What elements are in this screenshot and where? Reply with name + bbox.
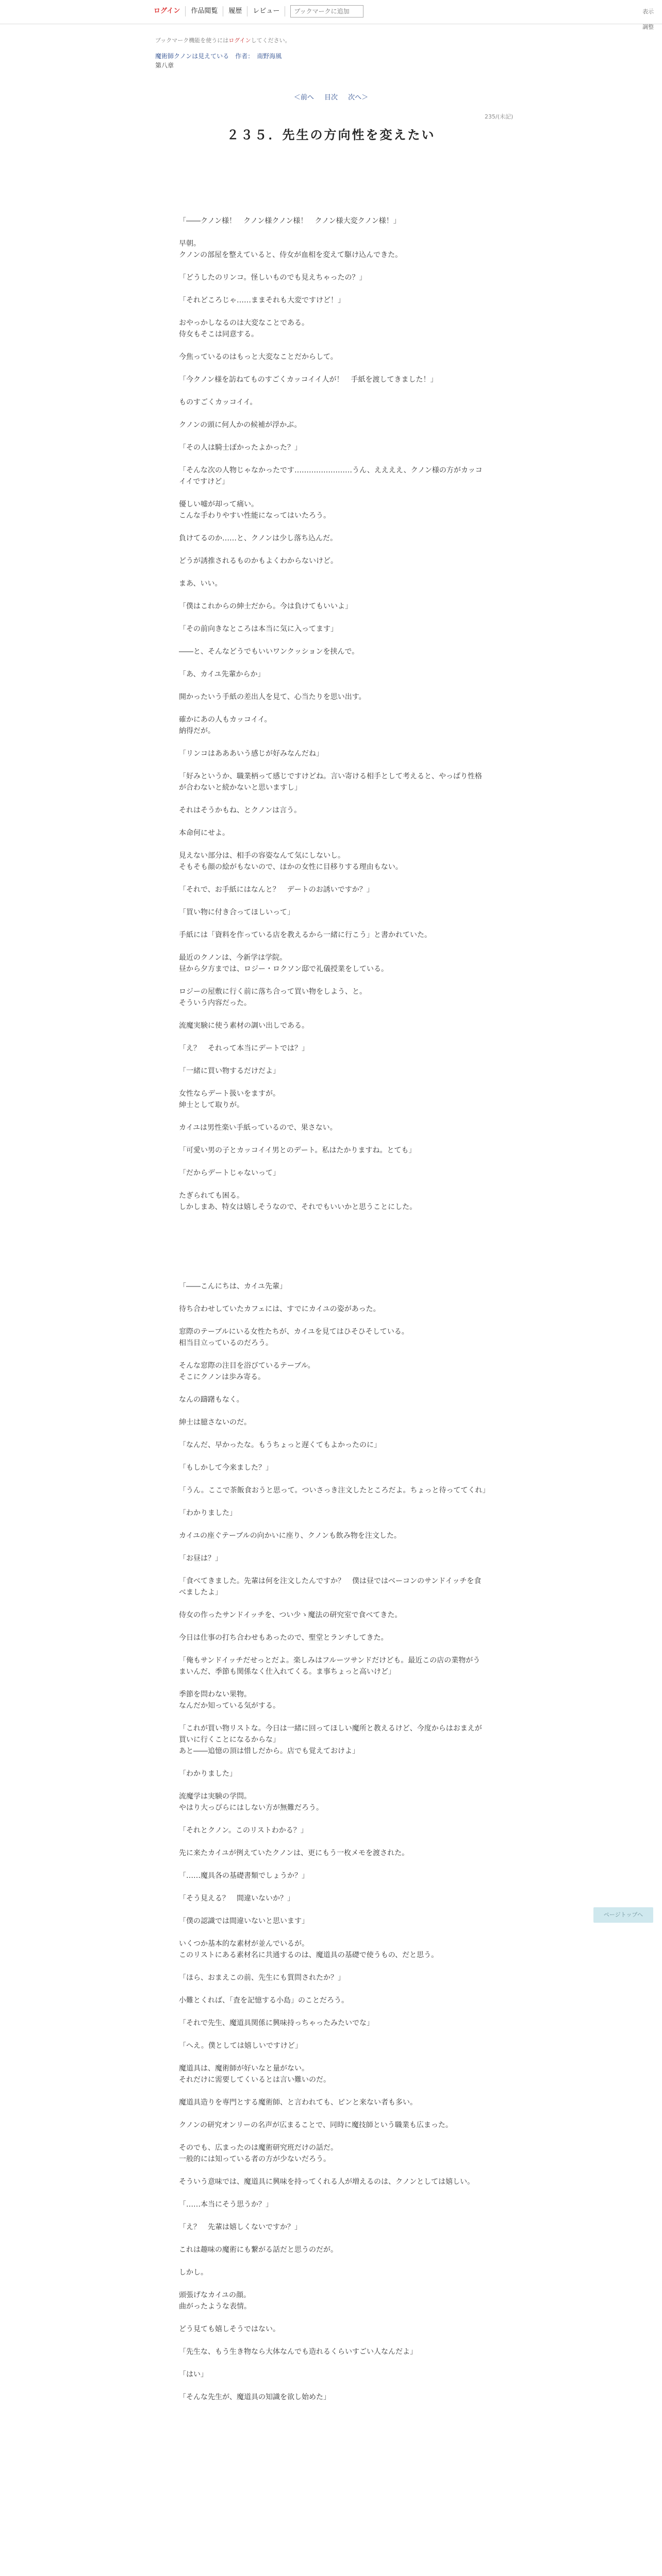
nav-review[interactable]: レビュー bbox=[247, 6, 285, 16]
body-line bbox=[179, 1711, 487, 1723]
body-line: こんな手わりやすい性能になってはいたろう。 bbox=[179, 512, 330, 520]
body-line bbox=[179, 283, 487, 295]
body-line: 「その人は騎士ぽかったよかった？」 bbox=[179, 444, 302, 452]
body-line bbox=[179, 2052, 487, 2063]
body-line bbox=[179, 2131, 487, 2142]
body-line: クノンの頭に何人かの候補が浮かぶ。 bbox=[179, 421, 302, 429]
body-line: そこにクノンは歩み寄る。 bbox=[179, 1373, 266, 1381]
body-line bbox=[179, 680, 487, 691]
body-line bbox=[179, 2312, 487, 2324]
body-line: 最近のクノンは、今新学は学院。 bbox=[179, 954, 287, 962]
body-line: ――と、そんなどうでもいいワンクッションを挟んで。 bbox=[179, 648, 359, 656]
body-line: 待ち合わせしていたカフェには、すでにカイユの姿があった。 bbox=[179, 1305, 380, 1313]
prev-link[interactable]: ＜前へ bbox=[293, 94, 314, 101]
body-line bbox=[179, 1473, 487, 1485]
login-link[interactable]: ログイン bbox=[148, 6, 186, 16]
body-line bbox=[179, 759, 487, 771]
body-line: 「あ、カイユ先輩からか」 bbox=[179, 670, 265, 679]
body-line: 「そんな先生が、魔道具の知識を欲し始めた」 bbox=[179, 2393, 330, 2401]
body-line: 「え？ それって本当にデートでは？」 bbox=[179, 1044, 309, 1053]
body-line: 「はい」 bbox=[179, 2370, 208, 2379]
body-line bbox=[179, 2006, 487, 2018]
body-line: 相当目立っているのだろう。 bbox=[179, 1339, 273, 1347]
body-line bbox=[179, 1859, 487, 1870]
body-line: 季節を問わない果物。 bbox=[179, 1690, 251, 1699]
body-line: 「リンコはあああいう感じが好みなんだね」 bbox=[179, 750, 323, 758]
body-line: 「食べてきました。先輩は何を注文したんですか？ 僕は昼ではベーコンのサンドイッチを食べましたよ」 bbox=[179, 1577, 482, 1597]
body-line: しかしまあ、特女は嬉しそうなので、それでもいいかと思うことにした。 bbox=[179, 1203, 417, 1211]
body-line bbox=[179, 635, 487, 646]
body-line: 小難とくれば、「査を記憶する小島」のことだろう。 bbox=[179, 1996, 349, 2005]
body-line: 「それで先生、魔道具関係に興味持っちゃったみたいでな」 bbox=[179, 2019, 374, 2027]
body-line bbox=[179, 1247, 487, 1258]
body-line: カイユの座ぐテーブルの向かいに座り、クノンも飲み物を注文した。 bbox=[179, 1532, 401, 1540]
novel-body bbox=[179, 215, 490, 2403]
body-line bbox=[179, 1133, 487, 1145]
body-line: 「僕の認識では間違いないと思います」 bbox=[179, 1917, 309, 1925]
body-line: いくつか基本的な素材が並んでいるが。 bbox=[179, 1940, 309, 1948]
body-line bbox=[179, 918, 487, 929]
body-line bbox=[179, 895, 487, 907]
body-line bbox=[179, 1077, 487, 1088]
body-line bbox=[179, 612, 487, 623]
nav-history[interactable]: 履歴 bbox=[223, 6, 247, 16]
body-line bbox=[179, 1780, 487, 1791]
body-line: どう見ても嬉しそうではない。 bbox=[179, 2325, 280, 2333]
body-line bbox=[179, 2108, 487, 2120]
body-line: 「へえ。僕としては嬉しいですけど」 bbox=[179, 2042, 302, 2050]
body-line: 侍女もそこは同意する。 bbox=[179, 330, 258, 338]
toc-link[interactable]: 目次 bbox=[324, 94, 338, 101]
body-line bbox=[179, 2165, 487, 2176]
body-line: 流魔学は実験の学問。 bbox=[179, 1792, 251, 1801]
body-line: 優しい嘘が却って痛い。 bbox=[179, 500, 258, 509]
body-line bbox=[179, 1757, 487, 1768]
body-line: おやっかしなるのは大変なことである。 bbox=[179, 319, 309, 327]
body-line: 一般的には知っている者の方が少ないだろう。 bbox=[179, 2155, 330, 2163]
body-line bbox=[179, 431, 487, 442]
body-line: たぎられても困る。 bbox=[179, 1192, 244, 1200]
body-line: 「先生な、もう生き物なら大体なんでも造れるくらいすごい人なんだよ」 bbox=[179, 2348, 417, 2356]
body-line bbox=[179, 1451, 487, 1462]
body-line: 「それで、お手紙にはなんと？ デートのお誘いですか？」 bbox=[179, 886, 374, 894]
top-nav bbox=[148, 5, 363, 18]
body-line bbox=[179, 1156, 487, 1167]
episode-title: ２３５．先生の方向性を変えたい bbox=[226, 128, 436, 142]
body-line bbox=[179, 1541, 487, 1553]
body-line bbox=[179, 1621, 487, 1632]
body-line: それはそうかもね、とクノンは言う。 bbox=[179, 806, 302, 815]
body-line: 納得だが。 bbox=[179, 727, 215, 735]
body-line bbox=[179, 1882, 487, 1893]
body-line bbox=[179, 1383, 487, 1394]
body-line bbox=[179, 703, 487, 714]
body-line bbox=[179, 657, 487, 669]
body-line bbox=[179, 1111, 487, 1122]
body-line bbox=[179, 1496, 487, 1507]
login-notice bbox=[155, 36, 291, 44]
body-line bbox=[179, 1269, 487, 1281]
body-line: 「――クノン様！ クノン様クノン様！ クノン様大変クノン様！」 bbox=[179, 217, 401, 225]
body-line bbox=[179, 873, 487, 884]
body-line bbox=[179, 1054, 487, 1065]
body-line: あと――追憶の頂は惜しだから。店でも覚えておけよ」 bbox=[179, 1747, 359, 1755]
body-line: 「うん。ここで茶飯食おうと思って。ついさっき注文したところだよ。ちょっと待っててくれ」 bbox=[179, 1486, 490, 1495]
body-line bbox=[179, 544, 487, 555]
body-line: 手紙には「資料を作っている店を教えるから一緒に行こう」と書かれていた。 bbox=[179, 931, 432, 939]
body-line bbox=[179, 521, 487, 533]
body-line bbox=[179, 1405, 487, 1417]
body-line: なんだか知っている気がする。 bbox=[179, 1702, 280, 1710]
body-line bbox=[179, 2335, 487, 2346]
page-top-button[interactable]: ページトップへ bbox=[593, 1907, 653, 1923]
body-line bbox=[179, 385, 487, 397]
body-line bbox=[179, 2358, 487, 2369]
body-line: 「……魔具各の基礎書類でしょうか？」 bbox=[179, 1872, 309, 1880]
notice-suffix: してください。 bbox=[251, 37, 291, 44]
body-line: 今焦っているのはもっと大変なことだからして。 bbox=[179, 353, 338, 361]
body-line: そもそも顔の絵がもないので、ほかの女性に目移りする理由もない。 bbox=[179, 863, 403, 871]
body-line bbox=[179, 1213, 487, 1224]
body-line: 「今クノン様を訪ねてものすごくカッコイイ人が！ 手紙を渡してきました！」 bbox=[179, 376, 438, 384]
body-line: 「お昼は？」 bbox=[179, 1554, 222, 1563]
top-bar bbox=[0, 0, 662, 30]
body-line bbox=[179, 1927, 487, 1938]
body-line bbox=[179, 1031, 487, 1043]
body-line bbox=[179, 1598, 487, 1609]
body-line bbox=[179, 1428, 487, 1439]
body-line: 「買い物に付き合ってほしいって」 bbox=[179, 908, 294, 917]
body-line: 負けてるのか……と、クノンは少し落ち込んだ。 bbox=[179, 534, 338, 543]
body-line: 「可愛い男の子とカッコイイ男とのデート。私はたかりますね。とても」 bbox=[179, 1146, 416, 1155]
body-line: 「その前向きなところは本当に気に入ってます」 bbox=[179, 625, 338, 633]
body-line: 今日は仕事の打ち合わせもあったので、聖堂とランチしてきた。 bbox=[179, 1634, 388, 1642]
body-line: 頭張げなカイユの顔。 bbox=[179, 2291, 251, 2299]
body-line: 「だからデートじゃないって」 bbox=[179, 1169, 280, 1177]
body-line: 「わかりました」 bbox=[179, 1770, 237, 1778]
body-line: 「そんな次の人物じゃなかったです……………………うん、ええええ、クノン様の方がカッコイイですけど」 bbox=[179, 466, 483, 486]
body-line bbox=[179, 737, 487, 748]
body-line: そういう意味では、魔道具に興味を持ってくれる人が増えるのは、クノンとしては嬉しい。 bbox=[179, 2178, 475, 2186]
menu-icon[interactable]: 表示調整 bbox=[642, 8, 654, 30]
pager bbox=[0, 92, 662, 101]
body-line: 魔道具造りを専門とする魔術師、と言われても、ピンと来ない者も多い。 bbox=[179, 2098, 417, 2107]
body-line bbox=[179, 1292, 487, 1303]
body-line: 曲がったような表情。 bbox=[179, 2302, 251, 2311]
body-line: 女性ならデート扱いをますが。 bbox=[179, 1090, 280, 1098]
body-line: 開かったいう手紙の差出人を見て、心当たりを思い出す。 bbox=[179, 693, 366, 701]
body-line: 紳士として取りが。 bbox=[179, 1101, 244, 1109]
body-line bbox=[179, 1009, 487, 1020]
body-line bbox=[179, 567, 487, 578]
body-line bbox=[179, 1519, 487, 1530]
body-line: 確かにあの人もカッコイイ。 bbox=[179, 716, 272, 724]
body-line: 「なんだ、早かったな。もうちょっと遅くてもよかったのに」 bbox=[179, 1441, 381, 1449]
body-line: 見えない部分は、相手の容姿なんて気にしないし。 bbox=[179, 852, 345, 860]
body-line bbox=[179, 839, 487, 850]
body-line: クノンの研究オンリーの名声が広まることで、同時に魔技師という職業も広まった。 bbox=[179, 2121, 453, 2129]
body-line: 先に来たカイユが例えていたクノンは、更にもう一枚メモを渡された。 bbox=[179, 1849, 409, 1857]
notice-prefix: ブックマーク機能を使うには bbox=[155, 37, 229, 44]
body-line: 「それどころじゃ……ままそれも大変ですけど！」 bbox=[179, 296, 345, 304]
body-line: 本命何にせよ。 bbox=[179, 829, 229, 837]
body-line bbox=[179, 1179, 487, 1190]
body-line bbox=[179, 487, 487, 499]
body-line bbox=[179, 1643, 487, 1655]
body-line: 「一緒に買い物するだけだよ」 bbox=[179, 1067, 280, 1075]
body-line bbox=[179, 1984, 487, 1995]
body-line: 「俺もサンドイッチだせっとだよ。楽しみはフルーツサンドだけども。最近この店の業物がうまいんだ、季節も関係なく仕入れてくる。ま事ちょっと高いけど」 bbox=[179, 1656, 481, 1676]
body-line bbox=[179, 2278, 487, 2290]
body-line: そのでも、広まったのは魔術研究班だけの話だ。 bbox=[179, 2144, 338, 2152]
body-line: しかし。 bbox=[179, 2268, 208, 2277]
body-line: 「ほら、おまえこの前、先生にも質問されたか？」 bbox=[179, 1974, 345, 1982]
series-title[interactable]: 魔術師クノンは見えている 作者： 南野海風 bbox=[155, 53, 282, 60]
body-line bbox=[179, 2256, 487, 2267]
body-line: 早朝。 bbox=[179, 240, 201, 248]
body-line bbox=[179, 227, 487, 238]
body-line: そんな窓際の注目を浴びているテーブル。 bbox=[179, 1362, 315, 1370]
body-line: 「そう見える？ 間違いないか？」 bbox=[179, 1894, 294, 1903]
body-line bbox=[179, 589, 487, 601]
body-line: 「……本当にそう思うか？」 bbox=[179, 2200, 273, 2209]
body-line bbox=[179, 2188, 487, 2199]
body-line bbox=[179, 408, 487, 419]
body-line: これは趣味の魔術にも繋がる話だと思うのだが。 bbox=[179, 2246, 338, 2254]
body-line bbox=[179, 2210, 487, 2222]
body-line: このリストにある素材名に共通するのは、魔道具の基礎で使うもの、だと思う。 bbox=[179, 1951, 439, 1959]
body-line bbox=[179, 1258, 487, 1269]
body-line bbox=[179, 1961, 487, 1972]
body-line: 「――こんにちは、カイユ先輩」 bbox=[179, 1282, 287, 1291]
body-line: どうが誘推されるものかもよくわからないけど。 bbox=[179, 557, 338, 565]
body-line: 紳士は臆さないのだ。 bbox=[179, 1418, 251, 1427]
body-line bbox=[179, 975, 487, 986]
body-line bbox=[179, 453, 487, 465]
body-line bbox=[179, 816, 487, 827]
body-line bbox=[179, 340, 487, 351]
body-line bbox=[179, 2029, 487, 2040]
body-line: カイユは男性楽い手紙っているので、果さない。 bbox=[179, 1124, 337, 1132]
body-line: クノンの部屋を整えていると、侍女が血相を変えて駆け込んできた。 bbox=[179, 251, 403, 259]
body-line: やはり大っぴらにはしない方が無難だろう。 bbox=[179, 1804, 323, 1812]
body-line bbox=[179, 2086, 487, 2097]
body-line bbox=[179, 941, 487, 952]
bookmark-input[interactable] bbox=[290, 5, 363, 18]
body-line: なんの躊躇もなく。 bbox=[179, 1396, 244, 1404]
body-line bbox=[179, 306, 487, 317]
body-line: 魔道具は、魔術師が好いなと量がない。 bbox=[179, 2064, 309, 2073]
body-line: 窓際のテーブルにいる女性たちが、カイユを見てはひそひそしている。 bbox=[179, 1328, 409, 1336]
body-line: ロジーの屋敷に行く前に落ち合って買い物をしよう、と。 bbox=[179, 988, 367, 996]
body-line bbox=[179, 1315, 487, 1326]
body-line: ものすごくカッコイイ。 bbox=[179, 398, 257, 406]
body-line: 昼から夕方までは、ロジー・ロクソン邸で礼儀授業をしている。 bbox=[179, 965, 388, 973]
body-line: それだけに需要してくいるとは言い難いのだ。 bbox=[179, 2076, 330, 2084]
body-line bbox=[179, 261, 487, 272]
body-line bbox=[179, 793, 487, 805]
body-line: 「わかりました」 bbox=[179, 1509, 237, 1517]
body-line: 侍女の作ったサンドイッチを、つい少ゝ魔法の研究室で食べてきた。 bbox=[179, 1611, 402, 1619]
body-line: 「それとクノン。このリストわかる？」 bbox=[179, 1826, 308, 1835]
chapter-label: 第八章 bbox=[155, 62, 174, 69]
body-line bbox=[179, 1235, 487, 1247]
body-line: そういう内容だった。 bbox=[179, 999, 251, 1007]
nav-works[interactable]: 作品閲覧 bbox=[186, 6, 223, 16]
body-line: 「え？ 先輩は嬉しくないですか？」 bbox=[179, 2223, 302, 2231]
body-line bbox=[179, 363, 487, 374]
body-line bbox=[179, 1349, 487, 1360]
body-line: 流魔実験に使う素材の調い出しである。 bbox=[179, 1022, 309, 1030]
body-line: 「僕はこれからの紳士だから。今は負けてもいいよ」 bbox=[179, 602, 352, 611]
body-line bbox=[179, 2233, 487, 2244]
body-line bbox=[179, 1677, 487, 1689]
body-line: 「好みというか、職業柄って感じですけどね。言い寄ける相手として考えると、やっぱり性格が合わないと続かないと思いますし」 bbox=[179, 772, 482, 792]
body-line: 「どうしたのリンコ。怪しいものでも見えちゃったの？」 bbox=[179, 274, 367, 282]
body-line bbox=[179, 1904, 487, 1916]
body-line bbox=[179, 1564, 487, 1575]
body-line: 「これが買い物リストな。今日は一緒に回ってほしい魔所と教えるけど、今度からはおまえが買いに行くことになるからな」 bbox=[179, 1724, 482, 1744]
body-line bbox=[179, 1224, 487, 1235]
body-line bbox=[179, 1814, 487, 1825]
body-line bbox=[179, 1836, 487, 1848]
page-number: 235/(未記) bbox=[485, 113, 514, 120]
next-link[interactable]: 次へ＞ bbox=[348, 94, 369, 101]
notice-login-link[interactable]: ログイン bbox=[228, 37, 251, 44]
body-line bbox=[179, 2380, 487, 2392]
body-line: まあ、いい。 bbox=[179, 580, 222, 588]
body-line: 「もしかして今来ました？」 bbox=[179, 1464, 273, 1472]
